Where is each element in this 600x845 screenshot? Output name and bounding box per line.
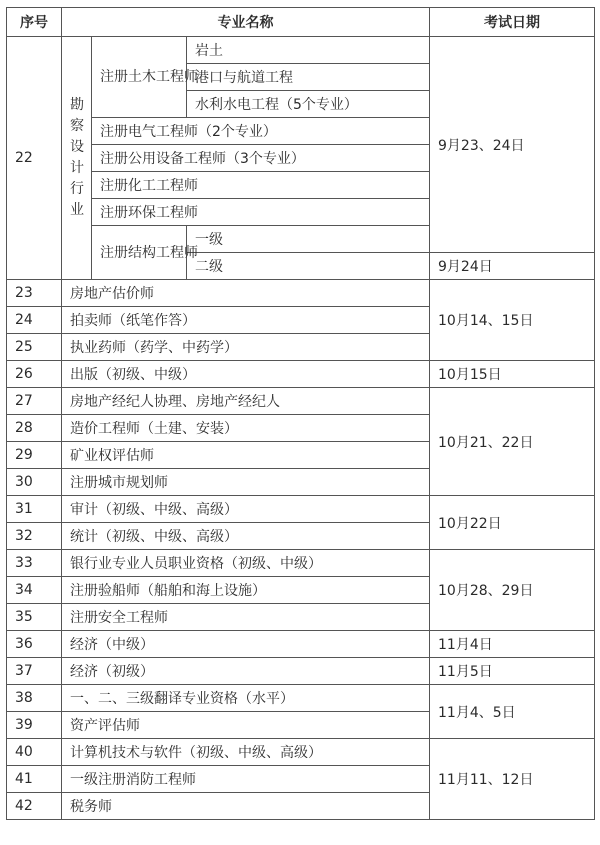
- row-num: 28: [7, 415, 62, 442]
- item-name: 矿业权评估师: [62, 442, 430, 469]
- table-row: [7, 37, 595, 64]
- item-name: 银行业专业人员职业资格（初级、中级）: [62, 550, 430, 577]
- table-row: [7, 280, 595, 307]
- item-name: 注册化工工程师: [92, 172, 430, 199]
- row-num: 35: [7, 604, 62, 631]
- subitem: 二级: [187, 253, 430, 280]
- row-num: 23: [7, 280, 62, 307]
- exam-date: 10月28、29日: [430, 550, 595, 631]
- subgroup-structural: 注册结构工程师: [92, 226, 187, 280]
- item-name: 注册环保工程师: [92, 199, 430, 226]
- header-name: 专业名称: [62, 8, 430, 37]
- item-name: 税务师: [62, 793, 430, 820]
- row-num: 29: [7, 442, 62, 469]
- row-num: 38: [7, 685, 62, 712]
- item-name: 计算机技术与软件（初级、中级、高级）: [62, 739, 430, 766]
- row-num: 37: [7, 658, 62, 685]
- category-label: 勘察设计行业: [62, 37, 92, 280]
- exam-date: 10月22日: [430, 496, 595, 550]
- table-row: [7, 361, 595, 388]
- exam-date: 10月21、22日: [430, 388, 595, 496]
- item-name: 资产评估师: [62, 712, 430, 739]
- subitem: 岩土: [187, 37, 430, 64]
- table-row: [7, 685, 595, 712]
- item-name: 一、二、三级翻译专业资格（水平）: [62, 685, 430, 712]
- item-name: 注册电气工程师（2个专业）: [92, 118, 430, 145]
- item-name: 审计（初级、中级、高级）: [62, 496, 430, 523]
- item-name: 经济（中级）: [62, 631, 430, 658]
- exam-date: 10月14、15日: [430, 280, 595, 361]
- row-num: 30: [7, 469, 62, 496]
- item-name: 一级注册消防工程师: [62, 766, 430, 793]
- table-row: [7, 496, 595, 523]
- item-name: 房地产估价师: [62, 280, 430, 307]
- row-num: 40: [7, 739, 62, 766]
- item-name: 出版（初级、中级）: [62, 361, 430, 388]
- table-row: [7, 631, 595, 658]
- row-num: 32: [7, 523, 62, 550]
- exam-date: 11月11、12日: [430, 739, 595, 820]
- item-name: 注册城市规划师: [62, 469, 430, 496]
- item-name: 注册安全工程师: [62, 604, 430, 631]
- item-name: 经济（初级）: [62, 658, 430, 685]
- exam-date: 11月4日: [430, 631, 595, 658]
- header-row: [7, 8, 595, 37]
- table-row: [7, 658, 595, 685]
- exam-date: 10月15日: [430, 361, 595, 388]
- item-name: 房地产经纪人协理、房地产经纪人: [62, 388, 430, 415]
- subgroup-civil: 注册土木工程师: [92, 37, 187, 118]
- exam-schedule-table: [6, 7, 595, 820]
- subitem: 水利水电工程（5个专业）: [187, 91, 430, 118]
- exam-date: 11月5日: [430, 658, 595, 685]
- row-num: 39: [7, 712, 62, 739]
- subitem: 港口与航道工程: [187, 64, 430, 91]
- row-num: 33: [7, 550, 62, 577]
- exam-date: 9月23、24日: [430, 37, 595, 253]
- row-num: 31: [7, 496, 62, 523]
- item-name: 执业药师（药学、中药学）: [62, 334, 430, 361]
- item-name: 造价工程师（土建、安装）: [62, 415, 430, 442]
- table-row: [7, 388, 595, 415]
- table-row: [7, 550, 595, 577]
- exam-date: 9月24日: [430, 253, 595, 280]
- row-num: 27: [7, 388, 62, 415]
- row-num: 25: [7, 334, 62, 361]
- row-num: 26: [7, 361, 62, 388]
- row-num: 34: [7, 577, 62, 604]
- row-num: 24: [7, 307, 62, 334]
- row-num: 42: [7, 793, 62, 820]
- subitem: 一级: [187, 226, 430, 253]
- header-num: 序号: [7, 8, 62, 37]
- row-num: 36: [7, 631, 62, 658]
- item-name: 统计（初级、中级、高级）: [62, 523, 430, 550]
- row-num: 41: [7, 766, 62, 793]
- header-date: 考试日期: [430, 8, 595, 37]
- table-row: [7, 739, 595, 766]
- item-name: 注册公用设备工程师（3个专业）: [92, 145, 430, 172]
- item-name: 拍卖师（纸笔作答）: [62, 307, 430, 334]
- row-num: 22: [7, 37, 62, 280]
- exam-date: 11月4、5日: [430, 685, 595, 739]
- item-name: 注册验船师（船舶和海上设施）: [62, 577, 430, 604]
